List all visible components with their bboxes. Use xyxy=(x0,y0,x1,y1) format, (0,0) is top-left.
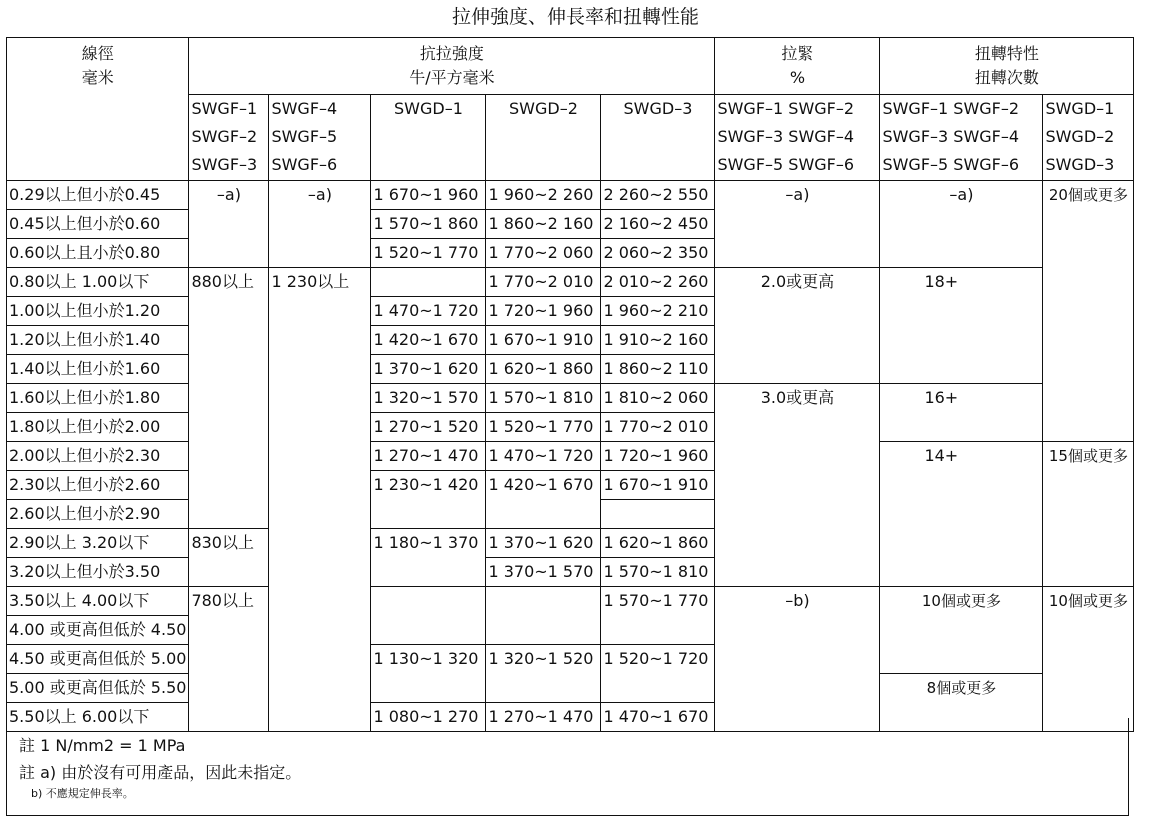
swgd1-cell: 1 130~1 320 xyxy=(371,645,486,703)
swgd3-cell: 1 810~2 060 xyxy=(601,384,715,413)
swgd1-cell: 1 270~1 470 xyxy=(371,442,486,471)
swgd1-header: SWGD–1 xyxy=(371,95,486,181)
diameter-cell: 1.60以上但小於1.80 xyxy=(7,384,189,413)
swgd2-cell: 1 770~2 060 xyxy=(486,239,601,268)
swgd3-cell: 1 670~1 910 xyxy=(601,471,715,500)
swgd1-cell xyxy=(371,268,486,297)
swgd2-cell: 1 520~1 770 xyxy=(486,413,601,442)
swgd3-cell: 1 860~2 110 xyxy=(601,355,715,384)
note-unit: 註 1 N/mm2 = 1 MPa xyxy=(19,736,186,755)
swgd3-cell: 1 960~2 210 xyxy=(601,297,715,326)
torsion-swgd-cell: 10個或更多 xyxy=(1043,587,1134,732)
notes-box xyxy=(6,718,1129,816)
note-b: b) 不應規定伸長率。 xyxy=(31,787,134,800)
swgd2-cell: 1 960~2 260 xyxy=(486,181,601,210)
swgd3-cell: 1 520~1 720 xyxy=(601,645,715,703)
diameter-cell: 2.30以上但小於2.60 xyxy=(7,471,189,500)
swgd3-cell: 1 620~1 860 xyxy=(601,529,715,558)
table-row xyxy=(7,442,1134,471)
swgd1-cell: 1 420~1 670 xyxy=(371,326,486,355)
torsion-swgd-cell: 20個或更多 xyxy=(1043,181,1134,442)
note-a: 註 a) 由於沒有可用產品，因此未指定。 xyxy=(19,763,302,782)
table-row xyxy=(7,384,1134,413)
diameter-cell: 4.00 或更高但低於 4.50 xyxy=(7,616,189,645)
swgd2-cell: 1 570~1 810 xyxy=(486,384,601,413)
swgf-group-b-header: SWGF–4 SWGF–5 SWGF–6 xyxy=(269,95,371,181)
diameter-cell: 1.20以上但小於1.40 xyxy=(7,326,189,355)
diameter-cell: 0.80以上 1.00以下 xyxy=(7,268,189,297)
swgd2-cell xyxy=(486,587,601,645)
table-row xyxy=(7,587,1134,616)
swgd2-cell: 1 270~1 470 xyxy=(486,703,601,732)
swgd1-cell: 1 570~1 860 xyxy=(371,210,486,239)
swgd3-cell: 2 160~2 450 xyxy=(601,210,715,239)
swgf-b-cell: –a) xyxy=(269,181,371,268)
torsion-swgf-cell: 14+ xyxy=(880,442,1043,587)
elongation-grades-header: SWGF–1 SWGF–2 SWGF–3 SWGF–4 SWGF–5 SWGF–6 xyxy=(715,95,880,181)
elongation-cell: 2.0或更高 xyxy=(715,268,880,384)
swgd3-cell: 1 910~2 160 xyxy=(601,326,715,355)
swgd2-cell: 1 420~1 670 xyxy=(486,471,601,529)
diameter-cell: 3.50以上 4.00以下 xyxy=(7,587,189,616)
swgd1-cell: 1 520~1 770 xyxy=(371,239,486,268)
page-title: 拉伸強度、伸長率和扭轉性能 xyxy=(451,6,699,28)
swgd2-cell: 1 860~2 160 xyxy=(486,210,601,239)
swgd1-cell: 1 670~1 960 xyxy=(371,181,486,210)
swgd1-cell: 1 270~1 520 xyxy=(371,413,486,442)
swgd3-cell: 1 470~1 670 xyxy=(601,703,715,732)
swgd1-cell: 1 230~1 420 xyxy=(371,471,486,529)
swgd2-cell: 1 370~1 570 xyxy=(486,558,601,587)
diameter-cell: 1.00以上但小於1.20 xyxy=(7,297,189,326)
swgf-a-cell: 830以上 xyxy=(189,529,269,587)
swgd3-cell: 2 260~2 550 xyxy=(601,181,715,210)
diameter-cell: 5.00 或更高但低於 5.50 xyxy=(7,674,189,703)
torsion-swgd-header: SWGD–1 SWGD–2 SWGD–3 xyxy=(1043,95,1134,181)
swgd3-header: SWGD–3 xyxy=(601,95,715,181)
diameter-cell: 0.60以上且小於0.80 xyxy=(7,239,189,268)
torsion-header: 扭轉特性 扭轉次數 xyxy=(880,38,1134,95)
tensile-header: 抗拉強度 牛/平方毫米 xyxy=(189,38,715,95)
torsion-swgd-cell: 15個或更多 xyxy=(1043,442,1134,587)
spec-table xyxy=(6,37,1134,732)
swgd1-cell xyxy=(371,587,486,645)
table-row xyxy=(7,268,1134,297)
diameter-cell: 2.60以上但小於2.90 xyxy=(7,500,189,529)
swgd2-cell: 1 470~1 720 xyxy=(486,442,601,471)
diameter-cell: 5.50以上 6.00以下 xyxy=(7,703,189,732)
elongation-cell: 3.0或更高 xyxy=(715,384,880,587)
swgd3-cell: 1 570~1 810 xyxy=(601,558,715,587)
diameter-cell: 1.40以上但小於1.60 xyxy=(7,355,189,384)
diameter-cell: 2.90以上 3.20以下 xyxy=(7,529,189,558)
diameter-cell: 0.45以上但小於0.60 xyxy=(7,210,189,239)
swgd1-cell: 1 320~1 570 xyxy=(371,384,486,413)
swgd1-cell: 1 370~1 620 xyxy=(371,355,486,384)
diameter-cell: 0.29以上但小於0.45 xyxy=(7,181,189,210)
diameter-cell: 3.20以上但小於3.50 xyxy=(7,558,189,587)
swgd3-cell: 2 010~2 260 xyxy=(601,268,715,297)
torsion-swgf-cell: 10個或更多 xyxy=(880,587,1043,674)
swgd3-cell xyxy=(601,500,715,529)
torsion-swgf-cell: 8個或更多 xyxy=(880,674,1043,732)
swgd1-cell: 1 180~1 370 xyxy=(371,529,486,587)
swgf-a-cell: 780以上 xyxy=(189,587,269,732)
diameter-cell: 2.00以上但小於2.30 xyxy=(7,442,189,471)
table-row xyxy=(7,181,1134,210)
swgd1-cell: 1 470~1 720 xyxy=(371,297,486,326)
swgf-a-cell: 880以上 xyxy=(189,268,269,529)
swgd2-cell: 1 720~1 960 xyxy=(486,297,601,326)
swgd2-cell: 1 770~2 010 xyxy=(486,268,601,297)
swgd2-header: SWGD–2 xyxy=(486,95,601,181)
diameter-cell: 4.50 或更高但低於 5.00 xyxy=(7,645,189,674)
swgd2-cell: 1 320~1 520 xyxy=(486,645,601,703)
swgd3-cell: 2 060~2 350 xyxy=(601,239,715,268)
elongation-cell: –b) xyxy=(715,587,880,732)
diameter-header: 線徑 毫米 xyxy=(7,38,189,181)
swgf-b-cell: 1 230以上 xyxy=(269,268,371,732)
swgd3-cell: 1 770~2 010 xyxy=(601,413,715,442)
swgd2-cell: 1 620~1 860 xyxy=(486,355,601,384)
swgd2-cell: 1 670~1 910 xyxy=(486,326,601,355)
elongation-header: 拉緊 % xyxy=(715,38,880,95)
swgf-group-a-header: SWGF–1 SWGF–2 SWGF–3 xyxy=(189,95,269,181)
torsion-swgf-cell: 18+ xyxy=(880,268,1043,384)
torsion-swgf-header: SWGF–1 SWGF–2 SWGF–3 SWGF–4 SWGF–5 SWGF–6 xyxy=(880,95,1043,181)
swgd1-cell: 1 080~1 270 xyxy=(371,703,486,732)
swgd3-cell: 1 720~1 960 xyxy=(601,442,715,471)
swgd2-cell: 1 370~1 620 xyxy=(486,529,601,558)
swgd3-cell: 1 570~1 770 xyxy=(601,587,715,645)
torsion-swgf-cell: –a) xyxy=(880,181,1043,268)
elongation-cell: –a) xyxy=(715,181,880,268)
torsion-swgf-cell: 16+ xyxy=(880,384,1043,442)
diameter-cell: 1.80以上但小於2.00 xyxy=(7,413,189,442)
swgf-a-cell: –a) xyxy=(189,181,269,268)
